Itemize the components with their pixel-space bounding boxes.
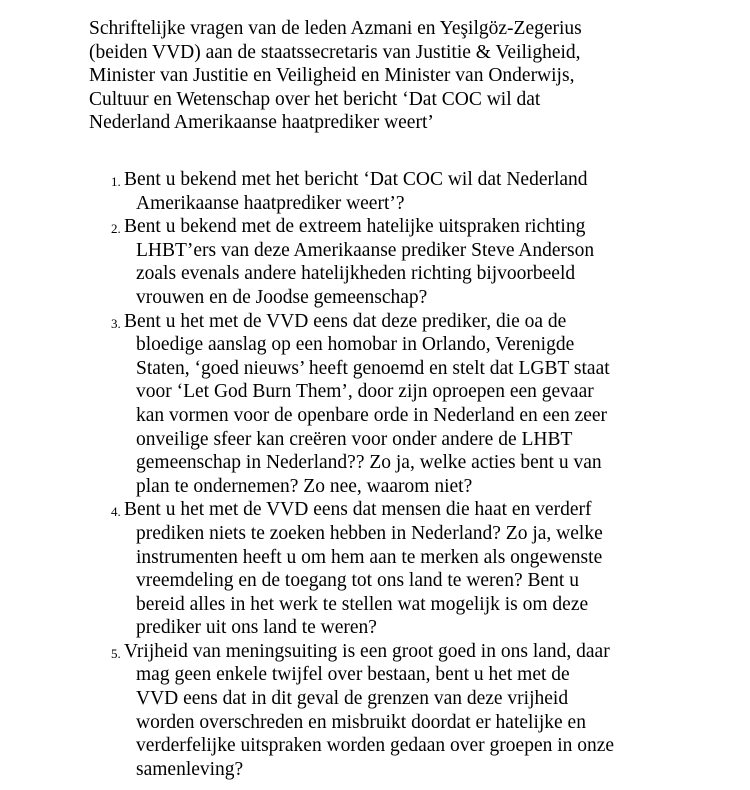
question-text-line: bloedige aanslag op een homobar in Orlando, Verenigde — [136, 334, 575, 356]
question-number: 1. — [111, 174, 121, 189]
question-text-line: Staten, ‘goed nieuws’ heeft genoemd en stelt dat LGBT staat — [136, 357, 610, 379]
question-item — [0, 168, 654, 215]
question-text-line: worden overschreden en misbruikt doordat er hatelijke en — [136, 711, 586, 733]
question-text-line: prediker uit ons land te weren? — [136, 617, 377, 639]
question-text-line: voor ‘Let God Burn Them’, door zijn oproepen een gevaar — [136, 381, 594, 403]
question-text-line: Bent u het met de VVD eens dat mensen die haat en verderf — [124, 499, 592, 521]
question-text-line: kan vormen voor de openbare orde in Nederland en een zeer — [136, 404, 608, 426]
intro-line: (beiden VVD) aan de staatssecretaris van Justitie & Veiligheid, — [89, 41, 581, 63]
question-text-line: samenleving? — [136, 758, 244, 780]
question-text-line: Amerikaanse haatprediker weert’? — [136, 192, 405, 214]
intro-line: Nederland Amerikaanse haatprediker weert’ — [89, 112, 434, 134]
question-text-line: instrumenten heeft u om hem aan te merken als ongewenste — [136, 546, 603, 568]
question-text-line: vrouwen en de Joodse gemeenschap? — [136, 286, 428, 308]
question-number: 4. — [111, 504, 121, 520]
question-text-line: Vrijheid van meningsuiting is een groot goed in ons land, daar — [124, 640, 610, 662]
document-intro — [89, 17, 729, 135]
question-text-line: Bent u bekend met het bericht ‘Dat COC wil dat Nederland — [124, 169, 588, 190]
question-number: 3. — [111, 315, 121, 331]
question-text-line: verderfelijke uitspraken worden gedaan over groepen in onze — [136, 735, 615, 757]
question-text-line: VVD eens dat in dit geval de grenzen van deze vrijheid — [136, 688, 569, 710]
question-text-line: bereid alles in het werk te stellen wat mogelijk is om deze — [136, 593, 589, 615]
question-text-line: prediken niets te zoeken hebben in Nederland? Zo ja, welke — [136, 522, 603, 544]
intro-line: Schriftelijke vragen van de leden Azmani en Yeşilgöz-Zegerius — [89, 18, 582, 39]
question-item — [0, 640, 654, 782]
question-item — [0, 310, 654, 499]
question-number: 2. — [111, 221, 121, 237]
question-text-line: vreemdeling en de toegang tot ons land te weren? Bent u — [136, 570, 579, 592]
intro-line: Cultuur en Wetenschap over het bericht ‘Dat COC wil dat — [89, 88, 541, 110]
question-text-line: onveilige sfeer kan creëren voor onder andere de LHBT — [136, 428, 573, 450]
question-item — [0, 215, 654, 309]
question-text-line: Bent u bekend met de extreem hatelijke uitspraken richting — [124, 216, 586, 238]
question-text-line: LHBT’ers van deze Amerikaanse prediker Steve Anderson — [136, 239, 595, 261]
question-item — [0, 498, 654, 640]
question-text-line: gemeenschap in Nederland?? Zo ja, welke acties bent u van — [136, 452, 602, 474]
question-text-line: mag geen enkele twijfel over bestaan, bent u het met de — [136, 664, 570, 686]
question-text-line: plan te ondernemen? Zo nee, waarom niet? — [136, 475, 473, 497]
questions-list — [0, 168, 750, 781]
intro-line: Minister van Justitie en Veiligheid en Minister van Onderwijs, — [89, 65, 575, 87]
question-text-line: Bent u het met de VVD eens dat deze prediker, die oa de — [124, 310, 567, 332]
question-number: 5. — [111, 645, 121, 661]
question-text-line: zoals evenals andere hatelijkheden richting bijvoorbeeld — [136, 263, 576, 285]
